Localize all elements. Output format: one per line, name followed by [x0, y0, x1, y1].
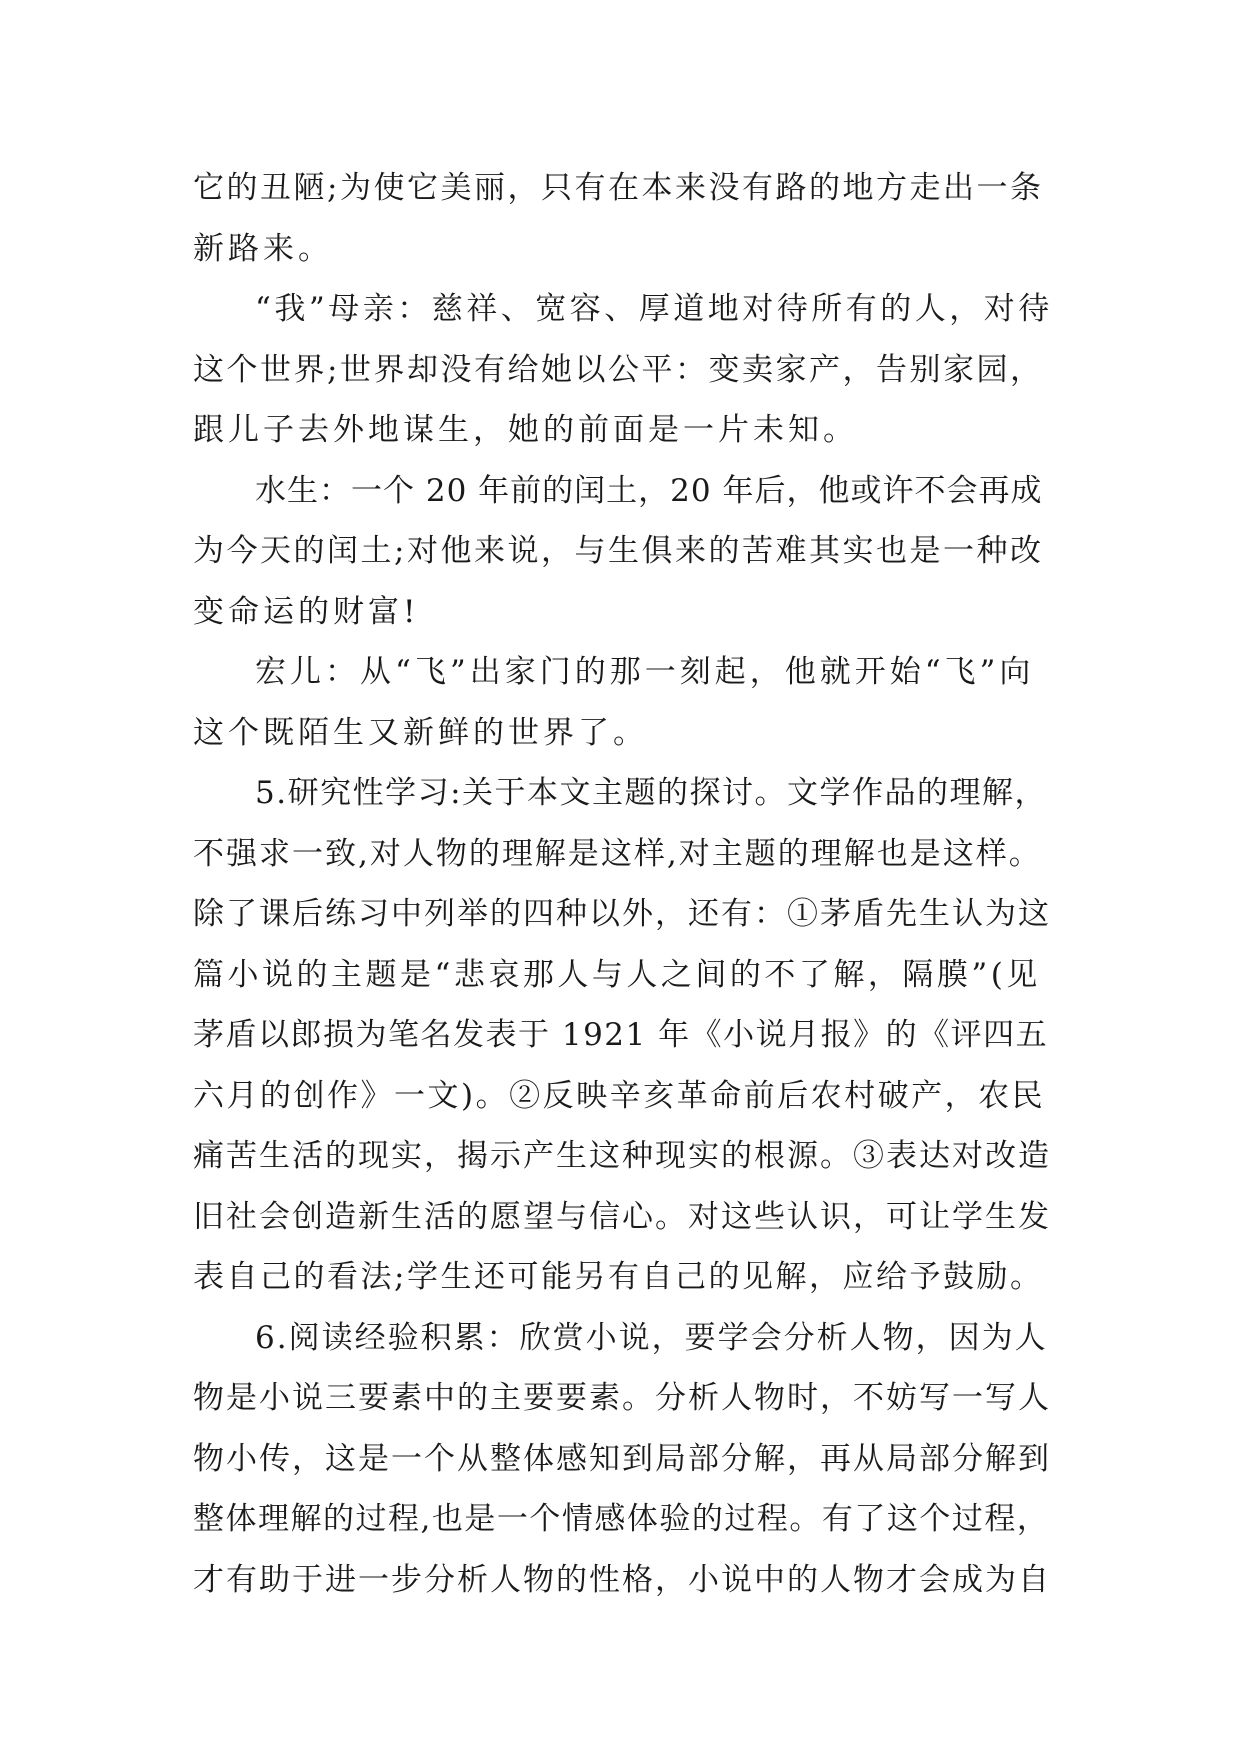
- text-line: 篇小说的主题是“悲哀那人与人之间的不了解，隔膜”(见: [193, 956, 1041, 993]
- text-line: 它的丑陋;为使它美丽，只有在本来没有路的地方走出一条: [193, 170, 1044, 206]
- text-line: 水生：一个 20 年前的闰土，20 年后，他或许不会再成: [255, 472, 1043, 509]
- text-line: 6.阅读经验积累：欣赏小说，要学会分析人物，因为人: [255, 1319, 1048, 1356]
- text-line: 整体理解的过程,也是一个情感体验的过程。有了这个过程，: [193, 1501, 1050, 1537]
- text-line: 表自己的看法;学生还可能另有自己的见解，应给予鼓励。: [193, 1259, 1044, 1295]
- text-line: 宏儿：从“飞”出家门的那一刻起，他就开始“飞”向: [255, 654, 1035, 690]
- text-line: 除了课后练习中列举的四种以外，还有：①茅盾先生认为这: [193, 896, 1051, 932]
- text-line: 六月的创作》一文)。②反映辛亥革命前后农村破产，农民: [193, 1077, 1046, 1114]
- text-line: 这个世界;世界却没有给她以公平：变卖家产，告别家园，: [193, 351, 1044, 388]
- text-line: 旧社会创造新生活的愿望与信心。对这些认识，可让学生发: [193, 1198, 1051, 1235]
- text-line: 这个既陌生又新鲜的世界了。: [193, 714, 648, 751]
- body-text: [193, 158, 1053, 1610]
- text-line: 茅盾以郎损为笔名发表于 1921 年《小说月报》的《评四五: [193, 1017, 1049, 1053]
- text-line: “我”母亲：慈祥、宽容、厚道地对待所有的人，对待: [255, 291, 1053, 327]
- text-line: 5.研究性学习:关于本文主题的探讨。文学作品的理解，: [255, 775, 1048, 811]
- text-line: 不强求一致,对人物的理解是这样,对主题的理解也是这样。: [193, 835, 1042, 872]
- text-line: 为今天的闰土;对他来说，与生俱来的苦难其实也是一种改: [193, 533, 1044, 569]
- text-line: 才有助于进一步分析人物的性格，小说中的人物才会成为自: [193, 1561, 1051, 1598]
- text-line: 物小传，这是一个从整体感知到局部分解，再从局部分解到: [193, 1440, 1051, 1477]
- text-line: 跟儿子去外地谋生，她的前面是一片未知。: [193, 412, 858, 448]
- text-line: 痛苦生活的现实，揭示产生这种现实的根源。③表达对改造: [193, 1138, 1051, 1174]
- text-line: 变命运的财富!: [193, 593, 420, 630]
- text-line: 物是小说三要素中的主要要素。分析人物时，不妨写一写人: [193, 1380, 1051, 1416]
- text-line: 新路来。: [193, 230, 333, 267]
